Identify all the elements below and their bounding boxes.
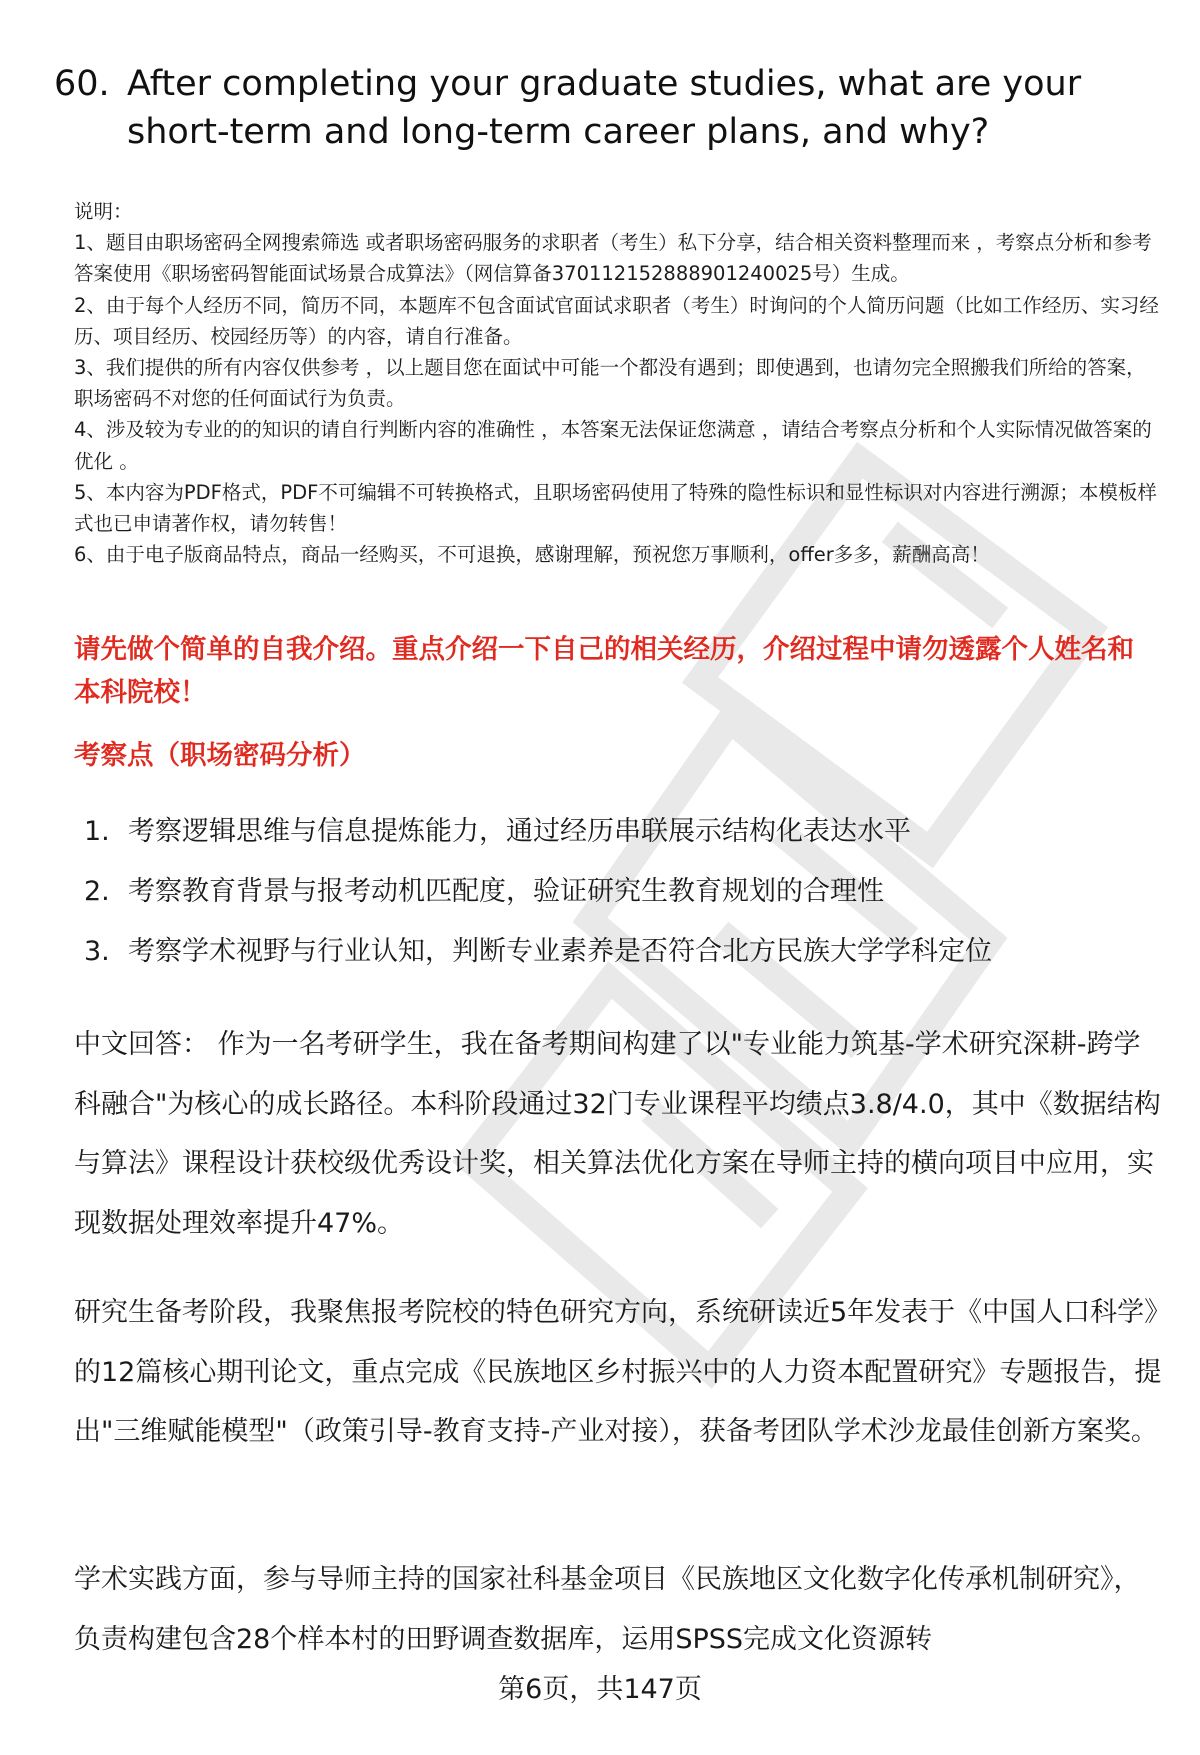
answer-paragraph: 中文回答： 作为一名考研学生，我在备考期间构建了以"专业能力筑基-学术研究深耕-跨学科融合"为核心的成长路径。本科阶段通过32门专业课程平均绩点3.8/4.0，其中《数据结构与算法》课程设计获校级优秀设计奖，相关算法优化方案在导师主持的横向项目中应用，实现数据处理效率提升47%。 bbox=[74, 1029, 1161, 1239]
notes-item: 3、我们提供的所有内容仅供参考 ，以上题目您在面试中可能一个都没有遇到；即使遇到，也请勿完全照搬我们所给的答案，职场密码不对您的任何面试行为负责。 bbox=[74, 356, 1146, 411]
page-footer: 第6页，共147页 bbox=[498, 1674, 702, 1705]
analysis-point bbox=[84, 812, 992, 872]
answer-paragraph: 学术实践方面，参与导师主持的国家社科基金项目《民族地区文化数字化传承机制研究》，负责构建包含28个样本村的田野调查数据库，运用SPSS完成文化资源转 bbox=[74, 1564, 1141, 1655]
point-number: 1. bbox=[84, 816, 110, 847]
answer-paragraph: 研究生备考阶段，我聚焦报考院校的特色研究方向，系统研读近5年发表于《中国人口科学》的12篇核心期刊论文，重点完成《民族地区乡村振兴中的人力资本配置研究》专题报告，提出"三维赋能模型"（政策引导-教育支持-产业对接），获备考团队学术沙龙最佳创新方案奖。 bbox=[74, 1297, 1162, 1447]
point-text: 考察逻辑思维与信息提炼能力，通过经历串联展示结构化表达水平 bbox=[128, 816, 911, 847]
notes-title: 说明： bbox=[74, 200, 133, 223]
point-number: 3. bbox=[84, 936, 110, 967]
question-header bbox=[54, 60, 1164, 156]
notes-item: 5、本内容为PDF格式，PDF不可编辑不可转换格式，且职场密码使用了特殊的隐性标识和显性标识对内容进行溯源；本模板样式也已申请著作权，请勿转售！ bbox=[74, 480, 1157, 536]
analysis-point bbox=[84, 932, 992, 992]
analysis-heading: 考察点（职场密码分析） bbox=[74, 740, 366, 771]
notes-item: 2、由于每个人经历不同，简历不同，本题库不包含面试官面试求职者（考生）时询问的个人简历问题（比如工作经历、实习经历、项目经历、校园经历等）的内容，请自行准备。 bbox=[74, 293, 1159, 348]
question-number: 60. bbox=[54, 64, 110, 104]
point-text: 考察学术视野与行业认知，判断专业素养是否符合北方民族大学学科定位 bbox=[128, 936, 992, 967]
point-number: 2. bbox=[84, 876, 110, 907]
self-intro-prompt: 请先做个简单的自我介绍。重点介绍一下自己的相关经历，介绍过程中请勿透露个人姓名和本科院校！ bbox=[74, 634, 1134, 708]
analysis-points-list bbox=[84, 812, 992, 992]
point-text: 考察教育背景与报考动机匹配度，验证研究生教育规划的合理性 bbox=[128, 876, 884, 907]
notes-item: 4、涉及较为专业的的知识的请自行判断内容的准确性 ，本答案无法保证您满意 ，请结合考察点分析和个人实际情况做答案的优化 。 bbox=[74, 418, 1152, 473]
notes-item: 1、题目由职场密码全网搜索筛选 或者职场密码服务的求职者（考生）私下分享，结合相关资料整理而来 ，考察点分析和参考答案使用《职场密码智能面试场景合成算法》（网信算备370112152888901240025号）生成。 bbox=[74, 231, 1152, 286]
notes-section bbox=[74, 196, 1164, 570]
question-text: After completing your graduate studies, what are your short-term and long-term career plans, and why? bbox=[127, 64, 1082, 152]
analysis-point bbox=[84, 872, 992, 932]
notes-item: 6、由于电子版商品特点，商品一经购买，不可退换，感谢理解，预祝您万事顺利，offer多多，薪酬高高！ bbox=[74, 543, 990, 567]
